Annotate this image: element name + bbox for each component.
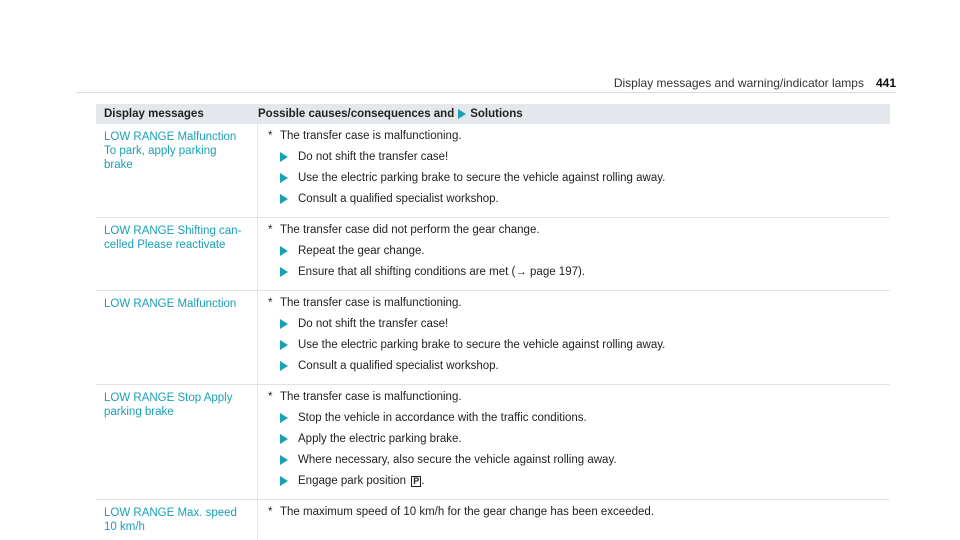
- bullet-star: *: [268, 506, 273, 518]
- step-text: Use the electric parking brake to secure the vehicle against rolling away.: [298, 339, 666, 351]
- messages-table: [96, 104, 890, 540]
- col-header-solutions-label: Solutions: [470, 108, 523, 120]
- solutions-cell: [258, 218, 890, 290]
- arrow-icon: [280, 361, 288, 371]
- cause-text: The transfer case did not perform the gear change.: [280, 224, 540, 236]
- arrow-icon: [280, 319, 288, 329]
- solutions-cell: [258, 385, 890, 499]
- step-text: Where necessary, also secure the vehicle against rolling away.: [298, 454, 617, 466]
- solution-step: [280, 171, 890, 185]
- solution-step: [280, 359, 890, 373]
- arrow-icon: [280, 194, 288, 204]
- cause: [268, 129, 890, 143]
- col-header-messages: Display messages: [104, 108, 204, 120]
- table-row: [96, 291, 890, 385]
- step-text: Do not shift the transfer case!: [298, 151, 449, 163]
- arrow-icon: [280, 340, 288, 350]
- cause: [268, 390, 890, 404]
- step-text: Consult a qualified specialist workshop.: [298, 193, 499, 205]
- arrow-icon: [280, 413, 288, 423]
- table-row: [96, 385, 890, 500]
- step-text: Use the electric parking brake to secure the vehicle against rolling away.: [298, 172, 666, 184]
- solution-step: Engage park position P .: [280, 474, 890, 488]
- step-text: Do not shift the transfer case!: [298, 318, 449, 330]
- table-header: [96, 104, 890, 124]
- arrow-icon: [280, 246, 288, 256]
- bullet-star: *: [268, 130, 273, 142]
- step-text: Apply the electric parking brake.: [298, 433, 462, 445]
- bullet-star: *: [268, 297, 273, 309]
- display-message: LOW RANGE Shifting can- celled Please reactivate: [96, 218, 258, 290]
- step-text: Stop the vehicle in accordance with the traffic conditions.: [298, 412, 587, 424]
- step-text: Consult a qualified specialist workshop.: [298, 360, 499, 372]
- cause-text: The transfer case is malfunctioning.: [280, 130, 462, 142]
- table-row: [96, 124, 890, 218]
- table-row: [96, 218, 890, 291]
- arrow-icon: [280, 455, 288, 465]
- arrow-icon: [458, 109, 466, 119]
- arrow-icon: [280, 152, 288, 162]
- arrow-icon: [280, 476, 288, 486]
- solutions-cell: [258, 500, 890, 540]
- page-title: Display messages and warning/indicator lamps: [613, 76, 864, 90]
- bullet-star: *: [268, 391, 273, 403]
- cause-text: The maximum speed of 10 km/h for the gear change has been exceeded.: [280, 506, 654, 518]
- display-message: LOW RANGE Malfunction: [96, 291, 258, 384]
- page-number: 441: [875, 76, 896, 90]
- table-row: [96, 500, 890, 540]
- park-position-icon: P: [413, 476, 420, 486]
- page-header: [614, 76, 896, 90]
- cause: [268, 505, 890, 519]
- cause: [268, 296, 890, 310]
- solution-step: [280, 453, 890, 467]
- cause-text: The transfer case is malfunctioning.: [280, 297, 462, 309]
- col-header-causes-label: Possible causes/consequences and: [258, 108, 455, 120]
- solution-step: [280, 150, 890, 164]
- solutions-cell: [258, 291, 890, 384]
- solution-step: [280, 411, 890, 425]
- arrow-icon: [280, 434, 288, 444]
- solution-step: [280, 317, 890, 331]
- arrow-icon: [280, 173, 288, 183]
- step-text: Engage park position: [298, 475, 407, 487]
- arrow-icon: [280, 267, 288, 277]
- display-message: LOW RANGE Stop Apply parking brake: [96, 385, 258, 499]
- bullet-star: *: [268, 224, 273, 236]
- page-reference-link[interactable]: Ensure that all shifting conditions are met (→ page 197).: [298, 266, 586, 278]
- solution-step: [280, 265, 890, 279]
- display-message: LOW RANGE Max. speed 10 km/h: [96, 500, 258, 540]
- solution-step: [280, 192, 890, 206]
- solution-step: [280, 244, 890, 258]
- cause-text: The transfer case is malfunctioning.: [280, 391, 462, 403]
- col-header-solutions: [258, 108, 890, 120]
- step-text: Repeat the gear change.: [298, 245, 425, 257]
- display-message: LOW RANGE Malfunction To park, apply parking brake: [96, 124, 258, 217]
- solution-step: [280, 432, 890, 446]
- header-divider: [76, 92, 896, 93]
- cause: [268, 223, 890, 237]
- solution-step: [280, 338, 890, 352]
- solutions-cell: [258, 124, 890, 217]
